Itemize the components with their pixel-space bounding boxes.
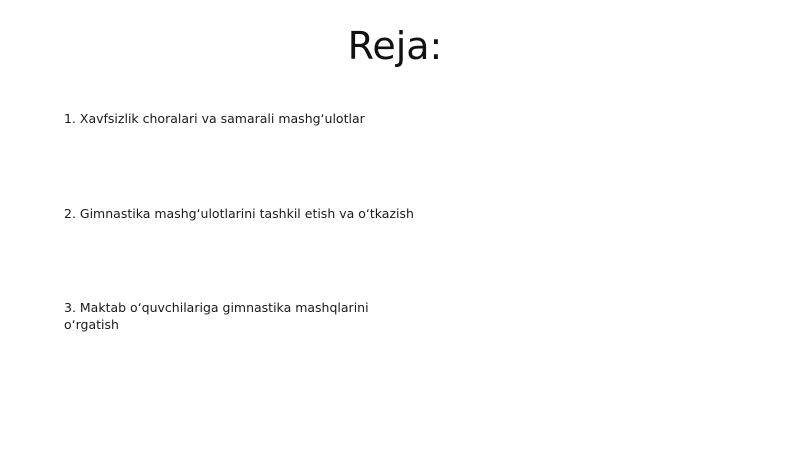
plan-item-1: 1. Xavfsizlik choralari va samarali mashg‘ulotlar xyxy=(64,111,365,126)
plan-item-2: 2. Gimnastika mashg‘ulotlarini tashkil etish va o‘tkazish xyxy=(64,206,414,221)
slide-title: Reja: xyxy=(347,24,443,68)
plan-item-3: 3. Maktab o‘quvchilariga gimnastika mashqlarini o‘rgatish xyxy=(64,300,369,332)
